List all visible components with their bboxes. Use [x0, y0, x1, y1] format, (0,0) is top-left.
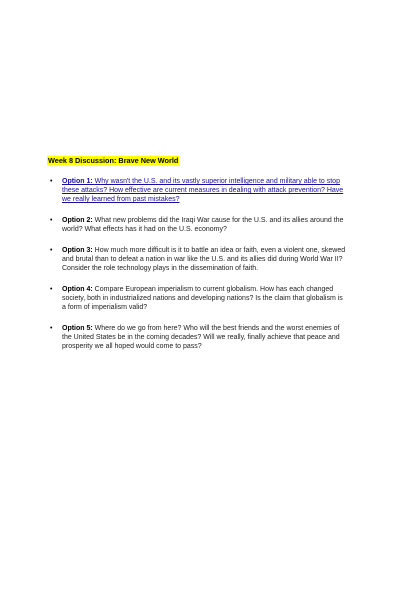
discussion-heading: Week 8 Discussion: Brave New World — [48, 156, 179, 165]
option-text: Compare European imperialism to current globalism. How has each changed society, both in industrialized nations and developing nations? Is the claim that globalism is a form of imperialism valid? — [62, 286, 343, 311]
document-content — [47, 150, 347, 363]
bullet-icon: • — [50, 178, 53, 185]
option-label: Option 5: — [62, 325, 95, 332]
option-text: Where do we go from here? Who will the best friends and the worst enemies of the United States be in the coming decades? Will we really, finally achieve that peace and prosperity we all hoped would come to pass? — [62, 325, 340, 350]
option-item-4 — [47, 285, 347, 312]
option-label: Option 3: — [62, 247, 95, 254]
option-item-5 — [47, 324, 347, 351]
options-list — [47, 177, 347, 351]
bullet-icon: • — [50, 247, 53, 254]
option-item-1[interactable] — [47, 177, 347, 204]
bullet-icon: • — [50, 286, 53, 293]
option-text: What new problems did the Iraqi War cause for the U.S. and its allies around the world? What effects has it had on the U.S. economy? — [62, 217, 344, 233]
bullet-icon: • — [50, 217, 53, 224]
option-label: Option 2: — [62, 217, 95, 224]
option-label: Option 1: — [62, 178, 95, 185]
option-text-link[interactable]: Why wasn't the U.S. and its vastly superior intelligence and military able to stop these attacks? How effective are current measures in dealing with attack prevention? Have we really learned from past mistakes? — [62, 178, 344, 203]
option-text: How much more difficult is it to battle an idea or faith, even a violent one, skewed and brutal than to defeat a nation in war like the U.S. and its allies did during World War II? Consider the role technology plays in the dissemination of faith. — [62, 247, 346, 272]
option-item-3 — [47, 246, 347, 273]
option-item-2 — [47, 216, 347, 234]
bullet-icon: • — [50, 325, 53, 332]
option-label: Option 4: — [62, 286, 95, 293]
